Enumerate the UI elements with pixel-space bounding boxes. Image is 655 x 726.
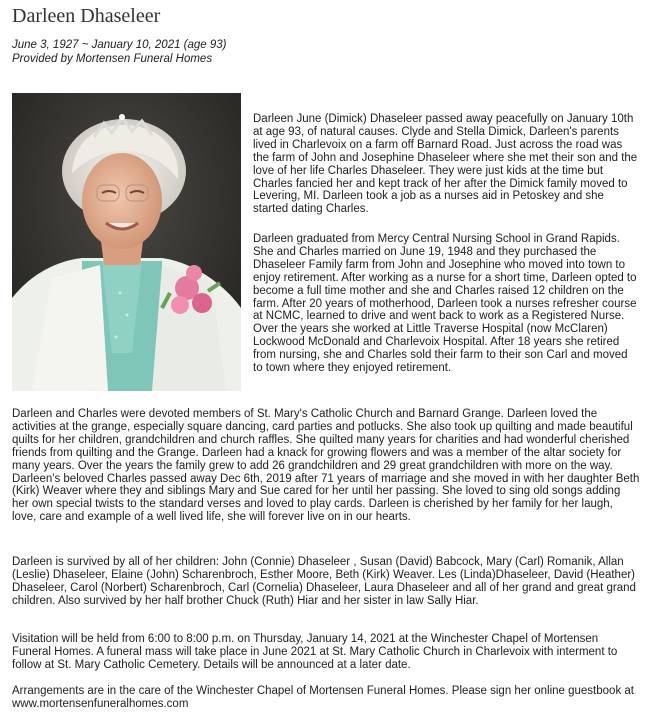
paragraph-career: Darleen graduated from Mercy Central Nursing School in Grand Rapids. She and Charles married on June 19, 1948 and they purchased the Dhaseleer Family farm from John and Josephine who moved into town to enjoy retirement. After working as a nurse for a short time, Darleen opted to become a full time mother and she and Charles raised 12 children on the farm. After 20 years of motherhood, Darleen took a nurses refresher course at NCMC, learned to drive and went back to work as a Registered Nurse. Over the years she worked at Little Traverse Hospital (now McClaren) Lockwood McDonald and Charlevoix Hospital. After 18 years she retired from nursing, she and Charles sold their farm to their son Carl and moved to town where they enjoyed retirement. [253,233,637,375]
life-dates: June 3, 1927 ~ January 10, 2021 (age 93) [12,39,227,51]
provider-credit: Provided by Mortensen Funeral Homes [12,53,213,65]
page-title: Darleen Dhaseleer [12,5,161,27]
paragraph-arrangements: Arrangements are in the care of the Winchester Chapel of Mortensen Funeral Homes. Please sign her online guestbook at www.mortensenfuneralhomes.com [12,685,634,710]
portrait-photo [12,93,241,391]
paragraph-survivors: Darleen is survived by all of her children: John (Connie) Dhaseleer , Susan (David) Babcock, Mary (Carl) Romanik, Allan (Leslie) Dhaseleer, Elaine (John) Scharenbroch, Esther Moore, Beth (Kirk) Weaver. Les (Linda)Dhaseleer, David (Heather) Dhaseleer, Carol (Norbert) Scharenbroch, Carl (Cornelia) Dhaseleer, Laura Dhaseleer and all of her grand and great grand children. Also survived by her half brother Chuck (Ruth) Hiar and her sister in law Sally Hiar. [12,556,636,607]
obituary-meta [12,38,227,66]
paragraph-services: Visitation will be held from 6:00 to 8:00 p.m. on Thursday, January 14, 2021 at the Winchester Chapel of Mortensen Funeral Homes. A funeral mass will take place in June 2021 at St. Mary Catholic Church in Charlevoix with interment to follow at St. Mary Catholic Cemetery. Details will be announced at a later date. [12,633,618,671]
paragraph-early-life: Darleen June (Dimick) Dhaseleer passed away peacefully on January 10th at age 93, of natural causes. Clyde and Stella Dimick, Darleen's parents lived in Charlevoix on a farm off Barnard Road. Just across the road was the farm of John and Josephine Dhaseleer where she met their son and the love of her life Charles Dhaseleer. They were just kids at the time but Charles fancied her and kept track of her after the Dimick family moved to Levering, MI. Darleen took a job as a nurses aid in Petoskey and she started dating Charles. [253,113,638,216]
paragraph-family-life: Darleen and Charles were devoted members of St. Mary's Catholic Church and Barnard Grange. Darleen loved the activities at the grange, especially square dancing, card parties and potlucks. She also took up quilting and made beautiful quilts for her children, grandchildren and church raffles. She quilted many years for charities and had wonderful cherished friends from quilting and the Grange. Darleen had a knack for growing flowers and was a member of the altar society for many years. Over the years the family grew to add 26 grandchildren and 29 great grandchildren with more on the way. Darleen's beloved Charles passed away Dec 6th, 2019 after 71 years of marriage and she moved in with her daughter Beth (Kirk) Weaver where they and siblings Mary and Sue cared for her until her passing. She loved to sing old songs adding her own special twists to the standard verses and loved to play cards. Darleen is cherished by her family for her laugh, love, care and example of a well lived life, she will forever live on in our hearts. [12,408,640,524]
